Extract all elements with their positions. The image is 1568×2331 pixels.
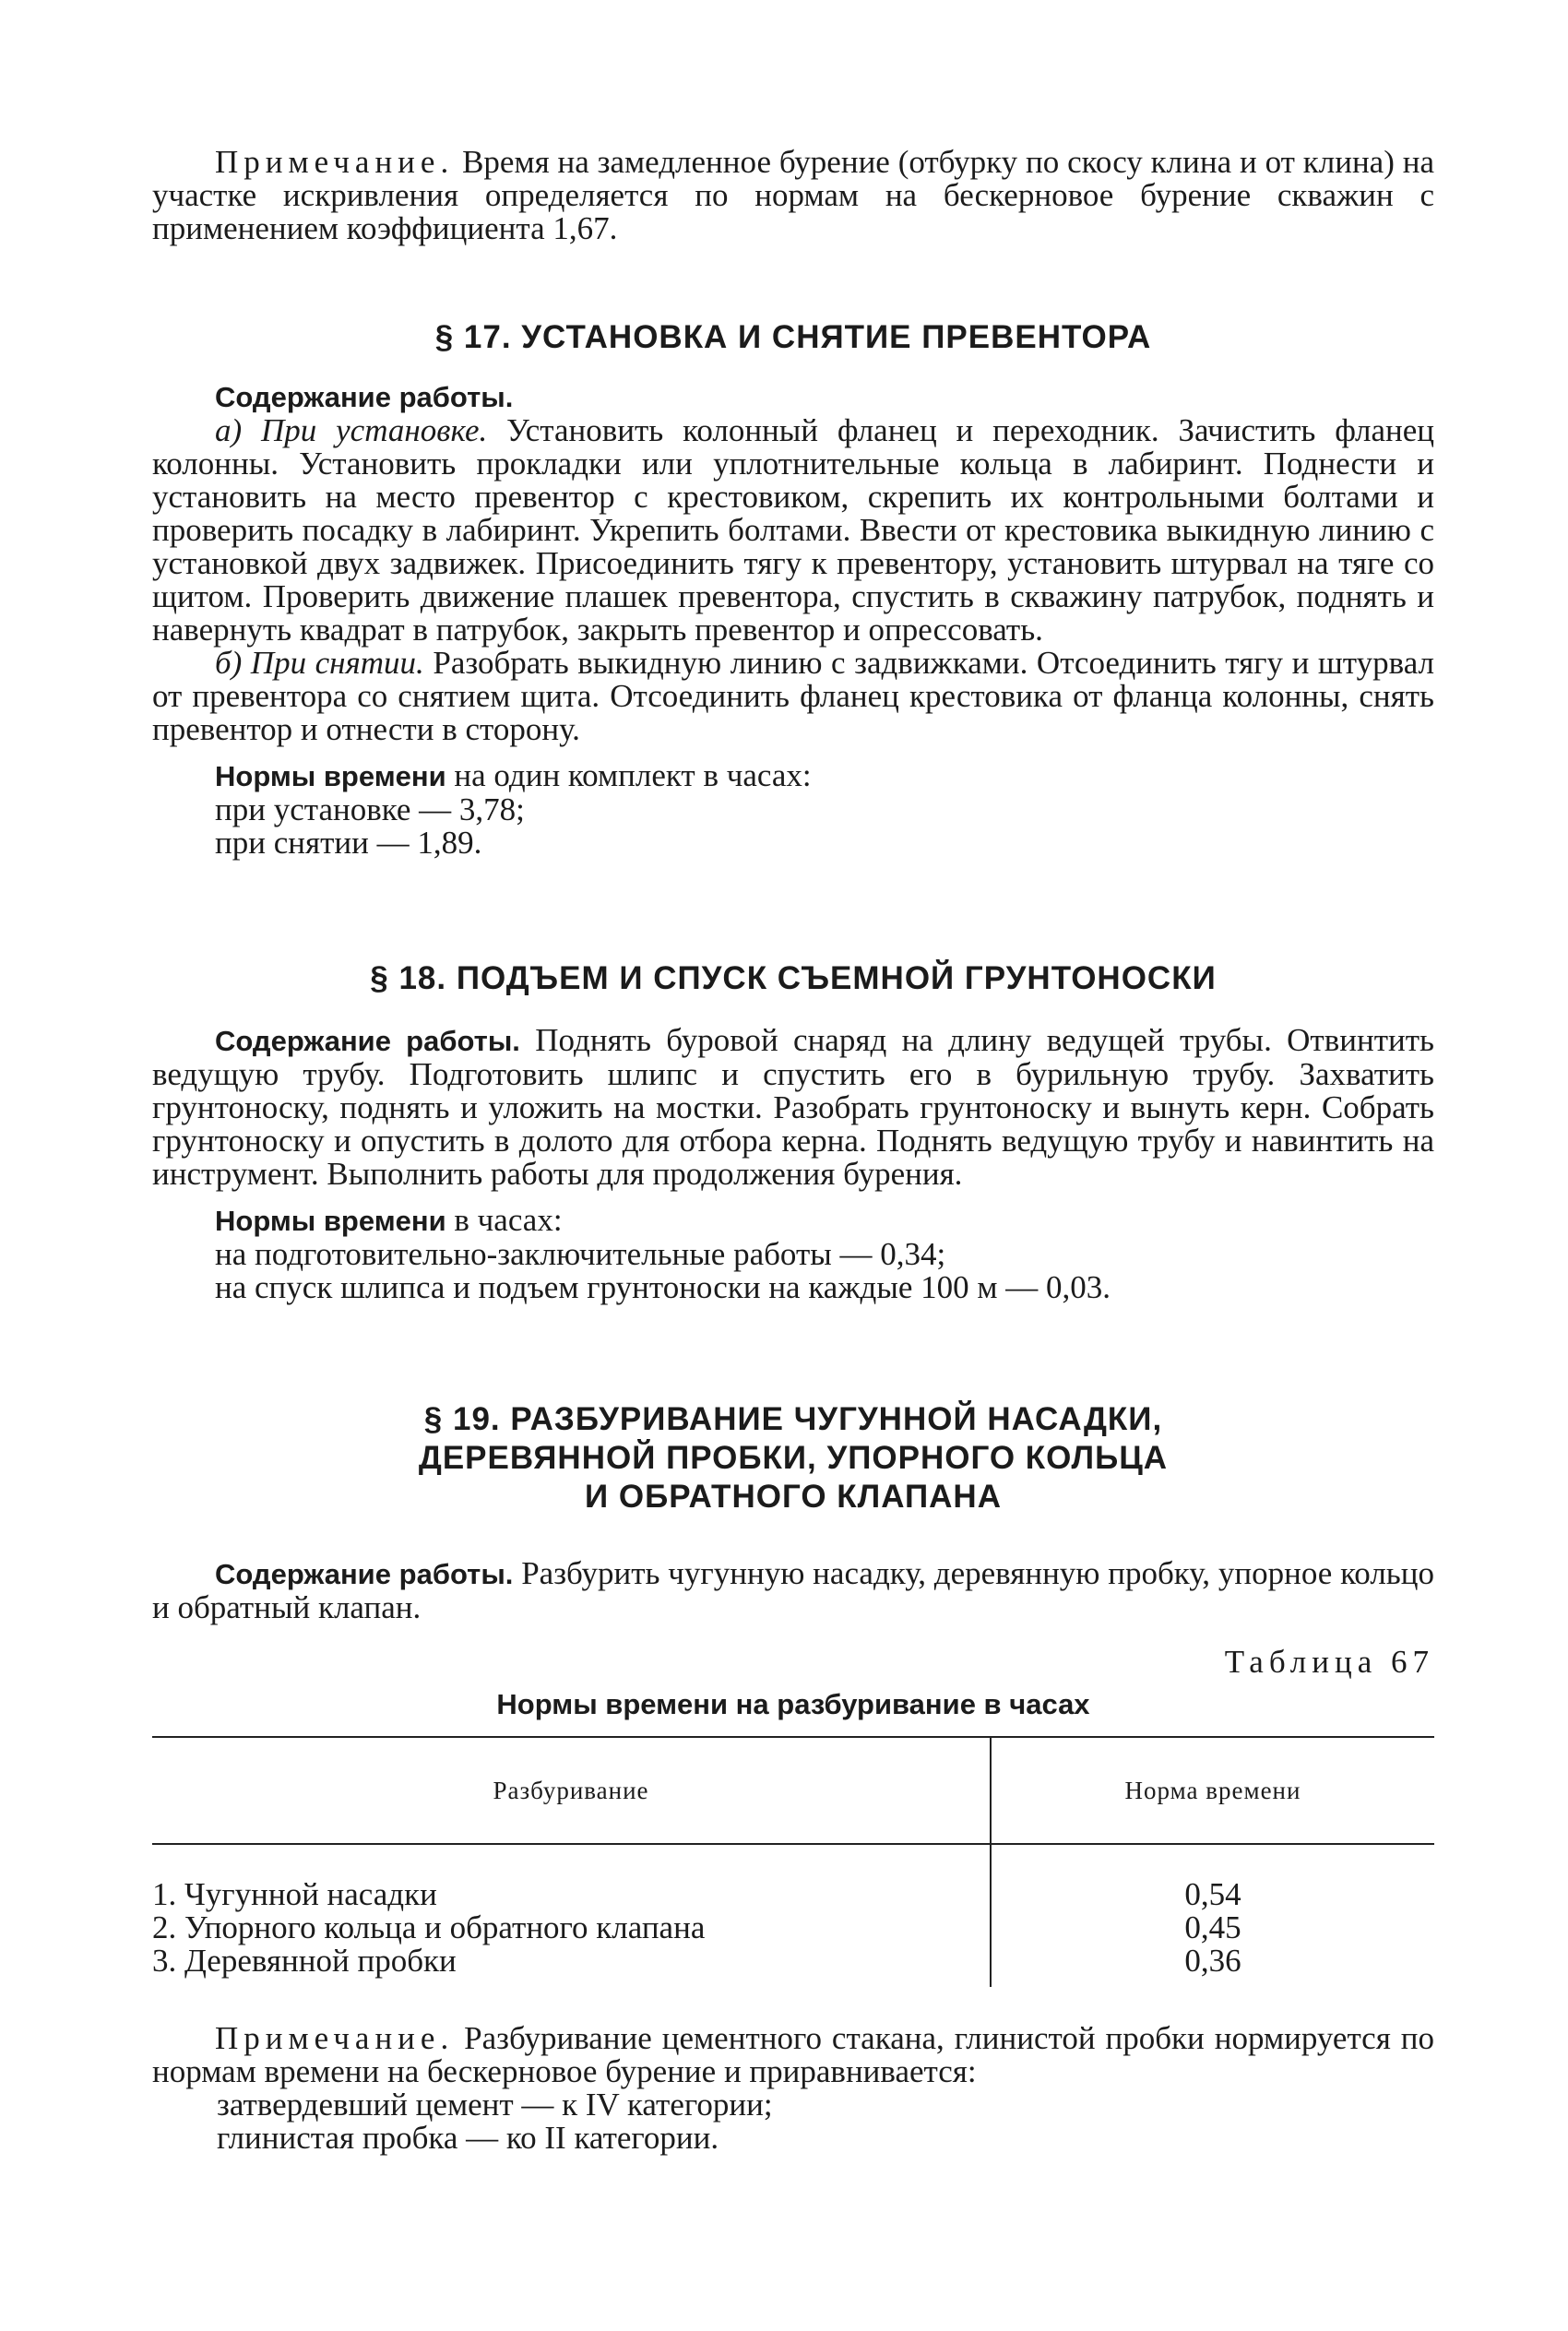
note-paragraph: [152, 146, 1434, 245]
content-text: Поднять буровой снаряд на длину ведущей трубы. Отвинтить ведущую трубу. Подготовить шлипс и спустить его в бурильную трубу. Захватить грунтоноску, поднять и уложить на мостки. Разобрать грунтоноску и вынуть керн. Собрать грунтоноску и опустить в долото для отбора керна. Поднять ведущую трубу и навинтить на инструмент. Выполнить работы для продолжения бурения.: [152, 1022, 1434, 1192]
norm-prep: на подготовительно-заключительные работы — 0,34;: [215, 1236, 946, 1272]
table-header-rule: [152, 1843, 1434, 1845]
table-row-name: 3. Деревянной пробки: [152, 1943, 457, 1979]
norm-install: при установке — 3,78;: [215, 791, 525, 827]
table-header-col2: Норма времени: [1124, 1777, 1301, 1804]
content-text: Разбурить чугунную насадку, деревянную пробку, упорное кольцо и обратный клапан.: [152, 1555, 1435, 1625]
table-title: Нормы времени на разбуривание в часах: [496, 1688, 1090, 1720]
heading-line: § 19. РАЗБУРИВАНИЕ ЧУГУННОЙ НАСАДКИ,: [423, 1401, 1163, 1437]
section-19-body: [152, 1557, 1434, 1624]
note-line-clay: глинистая пробка — ко II категории.: [217, 2120, 719, 2156]
table-row-value: 0,36: [1184, 1943, 1241, 1979]
install-label: а) При установке.: [215, 412, 488, 448]
content-label: Содержание работы.: [215, 1025, 520, 1057]
norms-text: на один комплект в часах:: [454, 757, 812, 793]
note-label: Примечание.: [215, 2020, 455, 2056]
table-row-name: 2. Упорного кольца и обратного клапана: [152, 1909, 706, 1945]
note-text: Время на замедленное бурение (отбурку по скосу клина и от клина) на участке искривления определяется по нормам на бескерновое бурение скважин с применением коэффициента 1,67.: [152, 144, 1434, 246]
heading-line: ДЕРЕВЯННОЙ ПРОБКИ, УПОРНОГО КОЛЬЦА: [418, 1440, 1169, 1476]
removal-label: б) При снятии.: [215, 645, 424, 681]
table-header-col1: Разбуривание: [493, 1777, 649, 1804]
note-line-cement: затвердевший цемент — к IV категории;: [217, 2087, 773, 2123]
norm-removal: при снятии — 1,89.: [215, 825, 482, 861]
norms-label: Нормы времени: [215, 760, 446, 792]
heading-line: И ОБРАТНОГО КЛАПАНА: [585, 1479, 1002, 1515]
norms-text: в часах:: [454, 1202, 563, 1238]
section-18-body: [152, 1024, 1434, 1304]
content-label: Содержание работы.: [215, 1558, 514, 1590]
table-caption: Таблица 67: [1224, 1644, 1434, 1680]
section-17-heading: § 17. УСТАНОВКА И СНЯТИЕ ПРЕВЕНТОРА: [434, 319, 1152, 355]
table-row-value: 0,45: [1184, 1909, 1241, 1945]
note-paragraph: [152, 2022, 1434, 2088]
note-label: Примечание.: [215, 144, 455, 180]
norm-descent: на спуск шлипса и подъем грунтоноски на каждые 100 м — 0,03.: [215, 1269, 1111, 1305]
section-17-body: [152, 380, 1434, 860]
removal-text: Разобрать выкидную линию с задвижками. Отсоединить тягу и штурвал от превентора со снятием щита. Отсоединить фланец крестовика от фланца колонны, снять превентор и отнести в сторону.: [152, 645, 1435, 747]
install-text: Установить колонный фланец и переходник. Зачистить фланец колонны. Установить прокладки или уплотнительные кольца в лабиринт. Поднести и установить на место превентор с крестовиком, скрепить их контрольными болтами и проверить посадку в лабиринт. Укрепить болтами. Ввести от крестовика выкидную линию с установкой двух задвижек. Присоединить тягу к превентору, установить штурвал на тяге со щитом. Проверить движение плашек превентора, спустить в скважину патрубок, поднять и навернуть квадрат в патрубок, закрыть превентор и опрессовать.: [152, 412, 1434, 648]
content-label: Содержание работы.: [215, 381, 514, 413]
note-text: Разбуривание цементного стакана, глинистой пробки нормируется по нормам времени на бескерновое бурение и приравнивается:: [152, 2020, 1434, 2089]
section-18-heading: § 18. ПОДЪЕМ И СПУСК СЪЕМНОЙ ГРУНТОНОСКИ: [370, 960, 1217, 996]
section-19-heading: [152, 1400, 1434, 1516]
table-top-rule: [152, 1736, 1434, 1738]
table-row-value: 0,54: [1184, 1876, 1241, 1912]
table-row-name: 1. Чугунной насадки: [152, 1876, 437, 1912]
norms-label: Нормы времени: [215, 1205, 446, 1237]
